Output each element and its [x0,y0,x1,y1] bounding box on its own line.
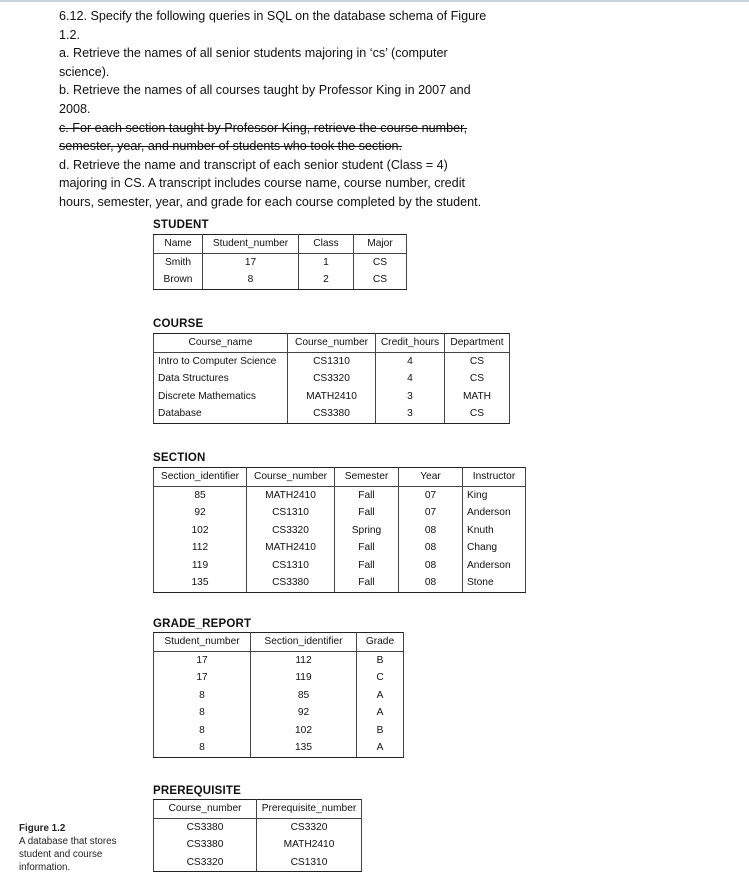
table-cell: Discrete Mathematics [154,388,288,406]
table-row [154,574,526,592]
column-header: Student_number [154,633,251,652]
table-row [154,687,404,705]
table-cell: 119 [251,669,357,687]
table-cell: Fall [335,539,399,557]
column-header: Course_number [154,800,257,819]
table-row [154,486,526,504]
column-header: Prerequisite_number [257,800,362,819]
column-header: Section_identifier [154,468,247,487]
table-cell: Fall [335,574,399,592]
column-header: Class [299,235,354,254]
table-cell: CS [445,352,510,370]
table-cell: CS1310 [247,557,335,575]
table-cell: CS3380 [154,836,257,854]
student-table [153,234,407,290]
table-cell: MATH2410 [247,486,335,504]
table-row [154,370,510,388]
table-cell: CS1310 [257,854,362,872]
table-cell: MATH2410 [247,539,335,557]
table-cell: MATH2410 [257,836,362,854]
column-header: Student_number [203,235,299,254]
top-divider [0,0,749,2]
column-header: Year [399,468,463,487]
column-header: Section_identifier [251,633,357,652]
column-header: Credit_hours [376,334,445,353]
table-row [154,557,526,575]
table-cell: CS3320 [288,370,376,388]
table-cell: Smith [154,253,203,271]
table-cell: Anderson [463,504,526,522]
table-cell: CS3320 [247,522,335,540]
table-cell: 135 [251,739,357,757]
section-table [153,467,526,593]
column-header: Course_number [247,468,335,487]
column-header: Name [154,235,203,254]
column-header: Course_number [288,334,376,353]
table-cell: CS1310 [288,352,376,370]
table-row [154,739,404,757]
figure-label: Figure 1.2 [19,823,66,834]
table-row [154,504,526,522]
table-row [154,352,510,370]
table-cell: Stone [463,574,526,592]
table-cell: CS3380 [288,405,376,423]
table-cell: King [463,486,526,504]
table-cell: Intro to Computer Science [154,352,288,370]
course-table-title: COURSE [153,318,204,330]
table-cell: 135 [154,574,247,592]
table-cell: CS [354,253,407,271]
table-cell: 8 [154,739,251,757]
table-row [154,836,362,854]
table-row [154,388,510,406]
table-cell: CS3380 [154,818,257,836]
table-row [154,704,404,722]
table-cell: 4 [376,352,445,370]
prerequisite-table-title: PREREQUISITE [153,785,242,797]
table-cell: MATH2410 [288,388,376,406]
table-cell: Fall [335,557,399,575]
table-row [154,722,404,740]
column-header: Major [354,235,407,254]
course-table [153,333,510,424]
table-cell: 08 [399,557,463,575]
table-cell: 8 [154,722,251,740]
table-cell: Anderson [463,557,526,575]
table-row [154,539,526,557]
table-row [154,522,526,540]
table-cell: 85 [251,687,357,705]
column-header: Department [445,334,510,353]
table-cell: C [357,669,404,687]
table-cell: B [357,651,404,669]
table-cell: 3 [376,388,445,406]
table-cell: A [357,739,404,757]
table-cell: CS [445,405,510,423]
question-text [59,7,489,212]
section-table-title: SECTION [153,452,206,464]
figure-description: A database that stores student and course information. [19,836,117,873]
table-cell: CS1310 [247,504,335,522]
grade-report-table-title: GRADE_REPORT [153,618,252,630]
table-cell: MATH [445,388,510,406]
table-cell: Spring [335,522,399,540]
table-cell: 92 [251,704,357,722]
table-cell: A [357,687,404,705]
table-cell: 92 [154,504,247,522]
table-cell: CS3380 [247,574,335,592]
table-cell: CS [354,271,407,289]
table-cell: 08 [399,522,463,540]
question-part-c-struck: c. For each section taught by Professor King, retrieve the course number, semester, year, and number of students who took the section. [59,120,468,154]
table-cell: 08 [399,574,463,592]
table-cell: 112 [154,539,247,557]
table-row [154,854,362,872]
table-row [154,818,362,836]
table-cell: Data Structures [154,370,288,388]
prerequisite-table [153,799,362,872]
table-cell: 2 [299,271,354,289]
table-cell: 08 [399,539,463,557]
table-cell: 3 [376,405,445,423]
table-cell: 17 [154,669,251,687]
question-part-d: d. Retrieve the name and transcript of each senior student (Class = 4) majoring in CS. A transcript includes course name, course number, credit hours, semester, year, and grade for each course completed by the student. [59,157,482,209]
table-cell: Database [154,405,288,423]
table-cell: 07 [399,486,463,504]
table-cell: CS [445,370,510,388]
table-cell: 07 [399,504,463,522]
column-header: Instructor [463,468,526,487]
question-intro: 6.12. Specify the following queries in SQL on the database schema of Figure 1.2. [59,9,487,42]
table-cell: 8 [154,704,251,722]
table-cell: 112 [251,651,357,669]
table-cell: 8 [154,687,251,705]
table-row [154,405,510,423]
table-row [154,253,407,271]
table-cell: CS3320 [154,854,257,872]
question-part-b: b. Retrieve the names of all courses taught by Professor King in 2007 and 2008. [59,83,471,116]
table-cell: Knuth [463,522,526,540]
table-cell: 85 [154,486,247,504]
column-header: Semester [335,468,399,487]
table-cell: 4 [376,370,445,388]
grade-report-table [153,632,404,758]
table-cell: 119 [154,557,247,575]
table-cell: 8 [203,271,299,289]
figure-caption [19,822,139,874]
table-row [154,271,407,289]
table-cell: CS3320 [257,818,362,836]
table-cell: Fall [335,504,399,522]
column-header: Course_name [154,334,288,353]
question-part-a: a. Retrieve the names of all senior students majoring in ‘cs’ (computer science). [59,46,448,79]
table-cell: 17 [154,651,251,669]
table-cell: A [357,704,404,722]
table-cell: 102 [251,722,357,740]
table-cell: Chang [463,539,526,557]
table-cell: 102 [154,522,247,540]
student-table-title: STUDENT [153,219,209,231]
table-row [154,651,404,669]
table-cell: Brown [154,271,203,289]
table-cell: B [357,722,404,740]
column-header: Grade [357,633,404,652]
table-cell: 1 [299,253,354,271]
table-cell: 17 [203,253,299,271]
table-row [154,669,404,687]
table-cell: Fall [335,486,399,504]
